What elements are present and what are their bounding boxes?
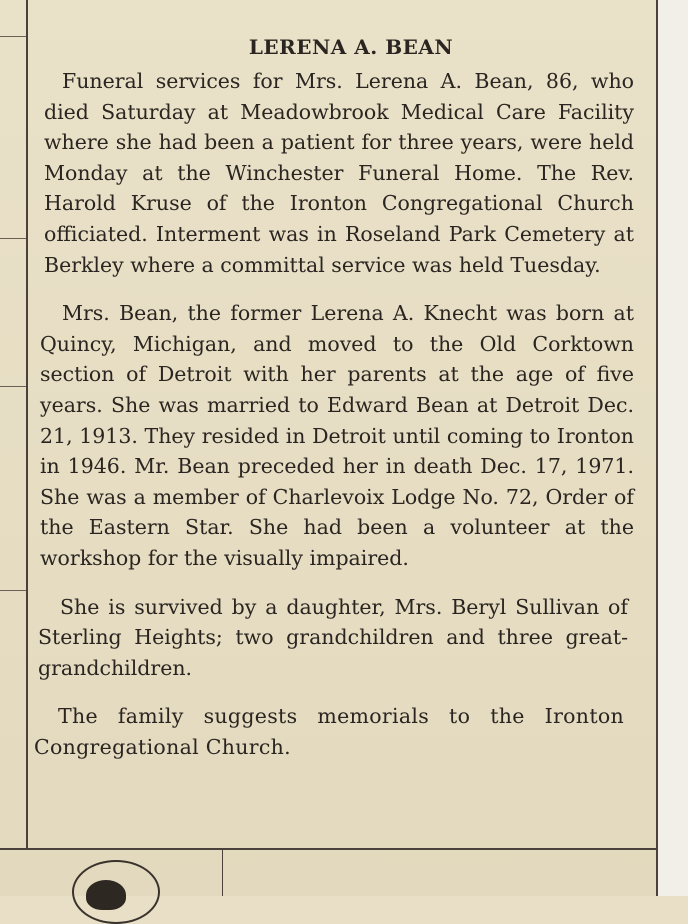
obituary-paragraph-biography: Mrs. Bean, the former Lerena A. Knecht was born at Quincy, Michigan, and moved to the Old Corktown section of Detroit with her parents at the age of five years. She was married to Edward Bean at Detroit Dec. 21, 1913. They resided in Detroit until coming to Ironton in 1946. Mr. Bean preceded her in death Dec. 17, 1971. She was a member of Charlevoix Lodge No. 72, Order of the Eastern Star. She had been a volunteer at the workshop for the visually impaired. <box>40 301 634 570</box>
emblem-figure <box>86 880 126 910</box>
left-column-rule <box>26 0 28 848</box>
obituary-paragraph-memorials: The family suggests memorials to the Ironton Congregational Church. <box>34 704 624 759</box>
left-column-stub-rule <box>0 238 26 239</box>
bottom-column-divider <box>222 850 223 896</box>
page-margin <box>658 0 688 896</box>
obituary-paragraph-survivors: She is survived by a daughter, Mrs. Beryl Sullivan of Sterling Heights; two grandchildren and three great-grandchildren. <box>38 594 628 680</box>
left-column-stub-rule <box>0 386 26 387</box>
obituary-headline: LERENA A. BEAN <box>248 35 454 59</box>
obituary-paragraph-services: Funeral services for Mrs. Lerena A. Bean, 86, who died Saturday at Meadowbrook Medical Care Facility where she had been a patient for three years, were held Monday at the Winchester Funeral Home. The Rev. Harold Kruse of the Ironton Congregational Church officiated. Interment was in Roseland Park Cemetery at Berkley where a committal service was held Tuesday. <box>44 69 634 277</box>
partial-emblem-image <box>72 860 160 924</box>
left-column-stub-rule <box>0 36 26 37</box>
bottom-section-rule <box>0 848 658 850</box>
left-column-stub-rule <box>0 590 26 591</box>
obituary-article <box>30 34 650 762</box>
